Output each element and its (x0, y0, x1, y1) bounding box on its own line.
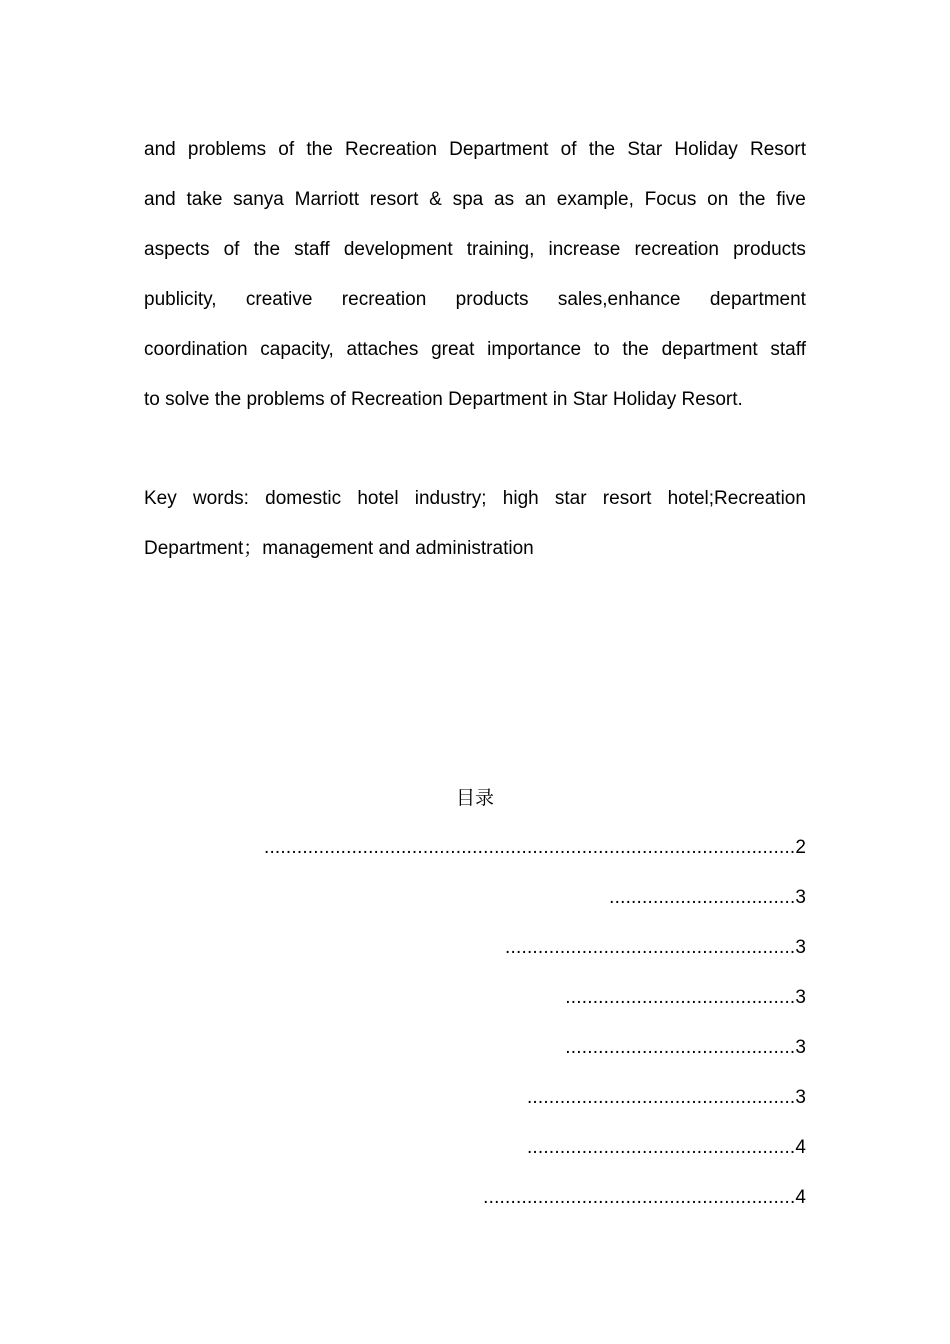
word: resort (369, 189, 419, 210)
word: importance (487, 339, 582, 360)
toc-entry[interactable] (264, 836, 806, 860)
word: the (253, 239, 281, 260)
word: the (622, 339, 649, 360)
toc-leader-dots: ................................................. (526, 1087, 796, 1108)
word: attaches (346, 339, 419, 360)
keywords-line-1 (144, 487, 806, 511)
abstract-line-2 (144, 188, 806, 212)
word: products (455, 289, 529, 310)
word: Key (144, 488, 177, 509)
toc-entry[interactable] (527, 1136, 806, 1160)
word: Star (627, 139, 663, 160)
word: of (223, 239, 240, 260)
word: of (278, 139, 295, 160)
toc-page-number: 3 (795, 1087, 806, 1108)
word: take (186, 189, 223, 210)
toc-page-number: 4 (795, 1137, 806, 1158)
abstract-line-4 (144, 288, 806, 312)
toc-entry[interactable] (483, 1186, 806, 1210)
word: and (144, 139, 176, 160)
abstract-line-6: to solve the problems of Recreation Department in Star Holiday Resort. (144, 389, 743, 410)
word: Holiday (674, 139, 738, 160)
toc-entry[interactable] (565, 1036, 806, 1060)
word: Department (449, 139, 549, 160)
word: recreation (634, 239, 719, 260)
toc-leader-dots: ................................................................................................. (263, 837, 796, 858)
toc-entry[interactable] (527, 1086, 806, 1110)
word: domestic (265, 488, 342, 509)
toc-title: 目录 (455, 787, 494, 809)
toc-leader-dots: .......................................... (565, 1037, 796, 1058)
word: and (144, 189, 176, 210)
toc-page-number: 4 (795, 1187, 806, 1208)
toc-leader-dots: ................................................. (526, 1137, 796, 1158)
word: department (709, 289, 806, 310)
word: an (524, 189, 546, 210)
toc-leader-dots: ......................................................... (483, 1187, 796, 1208)
word: publicity, (144, 289, 217, 310)
toc-leader-dots: ..................................................... (505, 937, 796, 958)
toc-page-number: 3 (795, 937, 806, 958)
word: words: (192, 488, 249, 509)
toc-page-number: 3 (795, 887, 806, 908)
toc-entry[interactable] (609, 886, 806, 910)
word: Focus (644, 189, 697, 210)
word: sales,enhance (557, 289, 681, 310)
word: of (560, 139, 577, 160)
word: great (431, 339, 475, 360)
word: Resort (750, 139, 806, 160)
word: hotel;Recreation (667, 488, 806, 509)
word: increase (548, 239, 621, 260)
word: five (776, 189, 806, 210)
abstract-line-3 (144, 238, 806, 262)
word: resort (602, 488, 652, 509)
word: star (554, 488, 587, 509)
word: Recreation (345, 139, 437, 160)
word: staff (294, 239, 330, 260)
toc-entry[interactable] (505, 936, 806, 960)
toc-page-number: 3 (795, 987, 806, 1008)
word: staff (770, 339, 806, 360)
abstract-line-5 (144, 338, 806, 362)
abstract-line-1 (144, 138, 806, 162)
word: department (661, 339, 758, 360)
word: the (588, 139, 616, 160)
word: the (739, 189, 766, 210)
word: & (429, 189, 442, 210)
word: creative (245, 289, 313, 310)
word: sanya (233, 189, 284, 210)
word: problems (187, 139, 267, 160)
word: products (733, 239, 806, 260)
word: training, (466, 239, 535, 260)
word: recreation (341, 289, 427, 310)
toc-entry[interactable] (565, 986, 806, 1010)
toc-page-number: 3 (795, 1037, 806, 1058)
word: spa (452, 189, 484, 210)
word: coordination (144, 339, 248, 360)
word: high (502, 488, 539, 509)
word: example, (556, 189, 634, 210)
toc-page-number: 2 (795, 837, 806, 858)
toc-leader-dots: .................................. (609, 887, 796, 908)
word: as (494, 189, 515, 210)
word: capacity, (260, 339, 334, 360)
toc-leader-dots: .......................................... (565, 987, 796, 1008)
word: aspects (144, 239, 210, 260)
word: Marriott (294, 189, 360, 210)
word: on (707, 189, 729, 210)
word: the (306, 139, 333, 160)
word: development (343, 239, 453, 260)
keywords-line-2: Department；management and administration (144, 538, 534, 559)
word: industry; (414, 488, 487, 509)
word: to (593, 339, 610, 360)
word: hotel (357, 488, 399, 509)
